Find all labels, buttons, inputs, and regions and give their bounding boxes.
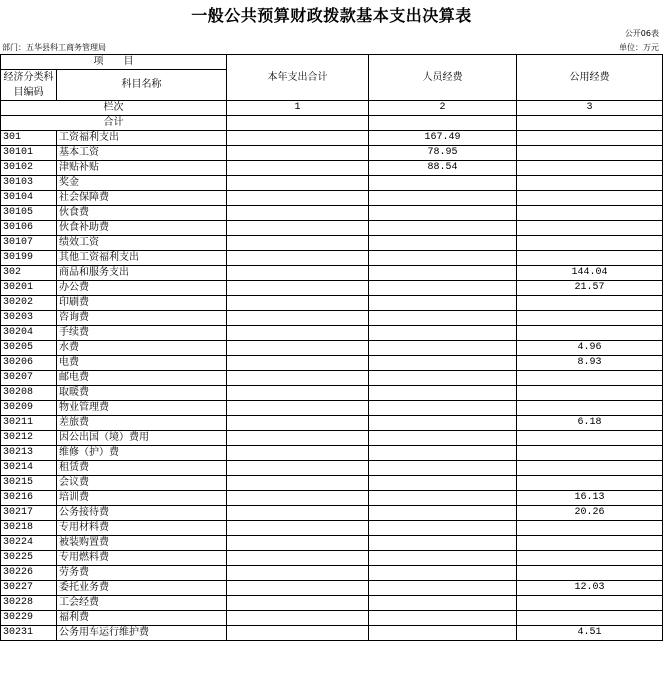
row-public: 21.57	[517, 281, 663, 296]
index-col-2: 2	[369, 101, 517, 116]
row-code: 30224	[1, 536, 57, 551]
row-name: 基本工资	[57, 146, 227, 161]
row-total	[227, 326, 369, 341]
row-code: 30207	[1, 371, 57, 386]
row-total	[227, 596, 369, 611]
row-code: 30206	[1, 356, 57, 371]
row-name: 伙食补助费	[57, 221, 227, 236]
row-name: 被装购置费	[57, 536, 227, 551]
row-public	[517, 386, 663, 401]
code-column-header: 经济分类科目编码	[1, 70, 57, 101]
table-row	[1, 536, 663, 551]
table-row	[1, 266, 663, 281]
row-total	[227, 491, 369, 506]
row-total	[227, 476, 369, 491]
row-code: 30199	[1, 251, 57, 266]
row-personnel	[369, 401, 517, 416]
row-code: 30229	[1, 611, 57, 626]
row-name: 工会经费	[57, 596, 227, 611]
table-row	[1, 461, 663, 476]
row-personnel	[369, 371, 517, 386]
row-personnel: 78.95	[369, 146, 517, 161]
row-total	[227, 551, 369, 566]
table-row	[1, 356, 663, 371]
row-total	[227, 176, 369, 191]
row-code: 301	[1, 131, 57, 146]
row-code: 30226	[1, 566, 57, 581]
table-row	[1, 236, 663, 251]
row-public: 144.04	[517, 266, 663, 281]
row-name: 委托业务费	[57, 581, 227, 596]
row-public	[517, 431, 663, 446]
table-row	[1, 161, 663, 176]
row-public	[517, 596, 663, 611]
row-total	[227, 191, 369, 206]
row-total	[227, 371, 369, 386]
row-public	[517, 326, 663, 341]
total-row-personnel	[369, 116, 517, 131]
row-name: 物业管理费	[57, 401, 227, 416]
row-total	[227, 161, 369, 176]
row-personnel	[369, 386, 517, 401]
table-row	[1, 551, 663, 566]
row-personnel: 88.54	[369, 161, 517, 176]
row-name: 社会保障费	[57, 191, 227, 206]
row-code: 30204	[1, 326, 57, 341]
row-public	[517, 191, 663, 206]
row-code: 30104	[1, 191, 57, 206]
row-code: 30214	[1, 461, 57, 476]
row-public	[517, 536, 663, 551]
row-total	[227, 566, 369, 581]
row-public: 6.18	[517, 416, 663, 431]
row-personnel	[369, 176, 517, 191]
row-name: 维修（护）费	[57, 446, 227, 461]
row-total	[227, 131, 369, 146]
row-code: 30107	[1, 236, 57, 251]
row-personnel: 167.49	[369, 131, 517, 146]
department-label: 部门：五华县科工商务管理局	[2, 43, 106, 52]
row-name: 绩效工资	[57, 236, 227, 251]
row-public	[517, 296, 663, 311]
row-public: 12.03	[517, 581, 663, 596]
table-row	[1, 386, 663, 401]
row-public	[517, 221, 663, 236]
table-row	[1, 476, 663, 491]
row-total	[227, 146, 369, 161]
row-personnel	[369, 416, 517, 431]
row-personnel	[369, 431, 517, 446]
row-code: 30202	[1, 296, 57, 311]
row-total	[227, 431, 369, 446]
row-personnel	[369, 566, 517, 581]
table-row	[1, 401, 663, 416]
row-code: 30103	[1, 176, 57, 191]
row-code: 302	[1, 266, 57, 281]
table-row	[1, 341, 663, 356]
row-personnel	[369, 521, 517, 536]
row-code: 30227	[1, 581, 57, 596]
row-name: 水费	[57, 341, 227, 356]
row-public	[517, 401, 663, 416]
row-name: 福利费	[57, 611, 227, 626]
row-code: 30225	[1, 551, 57, 566]
table-row	[1, 566, 663, 581]
public-column-header: 公用经费	[517, 55, 663, 101]
table-row	[1, 581, 663, 596]
row-public	[517, 146, 663, 161]
table-row	[1, 446, 663, 461]
row-public	[517, 161, 663, 176]
table-row	[1, 596, 663, 611]
row-code: 30209	[1, 401, 57, 416]
row-personnel	[369, 191, 517, 206]
table-row	[1, 221, 663, 236]
row-public	[517, 611, 663, 626]
table-row	[1, 371, 663, 386]
row-name: 电费	[57, 356, 227, 371]
table-row	[1, 131, 663, 146]
row-code: 30208	[1, 386, 57, 401]
index-row-label: 栏次	[1, 101, 227, 116]
table-row	[1, 176, 663, 191]
row-public: 8.93	[517, 356, 663, 371]
row-total	[227, 626, 369, 641]
row-code: 30101	[1, 146, 57, 161]
row-total	[227, 296, 369, 311]
row-code: 30218	[1, 521, 57, 536]
row-total	[227, 236, 369, 251]
row-name: 其他工资福利支出	[57, 251, 227, 266]
table-row	[1, 506, 663, 521]
row-personnel	[369, 326, 517, 341]
row-personnel	[369, 296, 517, 311]
row-total	[227, 221, 369, 236]
table-row	[1, 521, 663, 536]
row-total	[227, 536, 369, 551]
table-row	[1, 146, 663, 161]
row-personnel	[369, 461, 517, 476]
row-personnel	[369, 311, 517, 326]
row-name: 手续费	[57, 326, 227, 341]
row-personnel	[369, 611, 517, 626]
expenditure-table	[0, 54, 663, 641]
header-row-group	[1, 55, 663, 70]
row-total	[227, 416, 369, 431]
item-group-header: 项 目	[1, 55, 227, 70]
row-name: 伙食费	[57, 206, 227, 221]
row-total	[227, 266, 369, 281]
row-code: 30203	[1, 311, 57, 326]
row-personnel	[369, 626, 517, 641]
row-name: 专用材料费	[57, 521, 227, 536]
row-name: 培训费	[57, 491, 227, 506]
row-personnel	[369, 476, 517, 491]
row-total	[227, 341, 369, 356]
row-public: 4.51	[517, 626, 663, 641]
table-row	[1, 206, 663, 221]
total-row-public	[517, 116, 663, 131]
row-code: 30231	[1, 626, 57, 641]
row-personnel	[369, 341, 517, 356]
row-public	[517, 176, 663, 191]
row-personnel	[369, 506, 517, 521]
row-code: 30217	[1, 506, 57, 521]
total-row-label: 合计	[1, 116, 227, 131]
row-name: 租赁费	[57, 461, 227, 476]
row-public: 4.96	[517, 341, 663, 356]
row-personnel	[369, 551, 517, 566]
row-personnel	[369, 221, 517, 236]
row-total	[227, 281, 369, 296]
table-row	[1, 296, 663, 311]
row-name: 印刷费	[57, 296, 227, 311]
row-code: 30106	[1, 221, 57, 236]
table-row	[1, 311, 663, 326]
form-code: 公开06表	[624, 29, 659, 38]
row-name: 咨询费	[57, 311, 227, 326]
row-personnel	[369, 596, 517, 611]
row-public	[517, 551, 663, 566]
row-public: 20.26	[517, 506, 663, 521]
row-public	[517, 566, 663, 581]
table-row	[1, 611, 663, 626]
row-name: 邮电费	[57, 371, 227, 386]
index-col-3: 3	[517, 101, 663, 116]
row-code: 30211	[1, 416, 57, 431]
table-row	[1, 416, 663, 431]
row-code: 30212	[1, 431, 57, 446]
index-col-1: 1	[227, 101, 369, 116]
row-personnel	[369, 281, 517, 296]
personnel-column-header: 人员经费	[369, 55, 517, 101]
row-public	[517, 311, 663, 326]
row-public: 16.13	[517, 491, 663, 506]
row-code: 30215	[1, 476, 57, 491]
total-column-header: 本年支出合计	[227, 55, 369, 101]
total-row	[1, 116, 663, 131]
row-public	[517, 461, 663, 476]
row-personnel	[369, 491, 517, 506]
row-public	[517, 476, 663, 491]
row-total	[227, 611, 369, 626]
row-public	[517, 251, 663, 266]
row-total	[227, 446, 369, 461]
row-public	[517, 446, 663, 461]
row-total	[227, 401, 369, 416]
row-code: 30102	[1, 161, 57, 176]
row-name: 工资福利支出	[57, 131, 227, 146]
row-total	[227, 356, 369, 371]
row-personnel	[369, 251, 517, 266]
table-row	[1, 326, 663, 341]
row-total	[227, 506, 369, 521]
row-personnel	[369, 356, 517, 371]
row-code: 30205	[1, 341, 57, 356]
row-name: 专用燃料费	[57, 551, 227, 566]
row-public	[517, 206, 663, 221]
table-row	[1, 431, 663, 446]
row-total	[227, 386, 369, 401]
row-public	[517, 236, 663, 251]
row-public	[517, 521, 663, 536]
row-name: 会议费	[57, 476, 227, 491]
row-code: 30201	[1, 281, 57, 296]
row-public	[517, 371, 663, 386]
row-total	[227, 461, 369, 476]
table-row	[1, 626, 663, 641]
row-name: 津贴补贴	[57, 161, 227, 176]
report-title: 一般公共预算财政拨款基本支出决算表	[191, 6, 472, 25]
row-personnel	[369, 266, 517, 281]
table-row	[1, 281, 663, 296]
row-public	[517, 131, 663, 146]
row-code: 30216	[1, 491, 57, 506]
row-name: 商品和服务支出	[57, 266, 227, 281]
row-total	[227, 251, 369, 266]
unit-label: 单位：万元	[619, 43, 659, 52]
row-name: 公务接待费	[57, 506, 227, 521]
row-name: 差旅费	[57, 416, 227, 431]
row-code: 30105	[1, 206, 57, 221]
row-total	[227, 581, 369, 596]
row-total	[227, 206, 369, 221]
row-name: 劳务费	[57, 566, 227, 581]
row-personnel	[369, 236, 517, 251]
row-personnel	[369, 536, 517, 551]
name-column-header: 科目名称	[57, 70, 227, 101]
table-row	[1, 191, 663, 206]
row-name: 公务用车运行维护费	[57, 626, 227, 641]
row-name: 因公出国（境）费用	[57, 431, 227, 446]
table-row	[1, 251, 663, 266]
row-total	[227, 311, 369, 326]
row-code: 30228	[1, 596, 57, 611]
row-personnel	[369, 446, 517, 461]
total-row-total	[227, 116, 369, 131]
row-name: 奖金	[57, 176, 227, 191]
index-row	[1, 101, 663, 116]
row-name: 办公费	[57, 281, 227, 296]
row-name: 取暖费	[57, 386, 227, 401]
table-row	[1, 491, 663, 506]
row-code: 30213	[1, 446, 57, 461]
row-personnel	[369, 206, 517, 221]
row-personnel	[369, 581, 517, 596]
row-total	[227, 521, 369, 536]
